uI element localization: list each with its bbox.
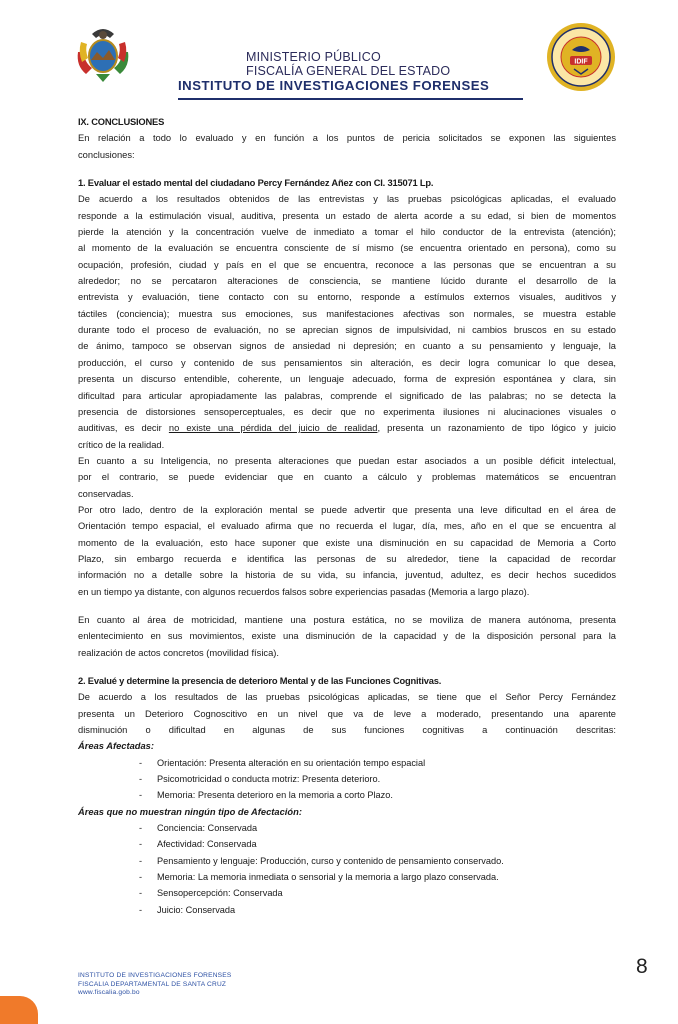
text-line: pierde la atención y la concentración vuelve de inmediato a tomar el hilo conductor de la entrevista (atención);	[78, 227, 616, 238]
text-line: táctiles (conciencia); muestra sus emociones, sus manifestaciones afectivas son normales, se muestra estable	[78, 308, 616, 319]
list-item: - Psicomotricidad o conducta motriz: Presenta deterioro.	[139, 771, 616, 787]
section-intro-line: conclusiones:	[78, 149, 135, 160]
text-line: presenta un Deterioro Cognoscitivo en un nivel que va de leve a moderado, presentando una aparente	[78, 708, 616, 719]
text-line: en un tiempo ya distante, con algunos recuerdos falsos sobre experiencias pasadas (Memoria a largo plazo).	[78, 586, 530, 597]
text-line: Orientación tempo espacial, el evaluado afirma que no recuerda el lugar, día, mes, año en el que se encuentra al	[78, 521, 616, 532]
footer-website: www.fiscalia.gob.bo	[78, 989, 140, 997]
text-line: crítico de la realidad.	[78, 439, 165, 450]
unaffected-areas-list	[139, 820, 616, 918]
text-line: información no a detalle sobre la historia de su vida, su infancia, juventud, adultez, es decir hechos sucedidos	[78, 570, 616, 581]
text-line: realización de actos concretos (movilidad física).	[78, 647, 279, 658]
text-line: dificultad para articular apropiadamente las palabras, comprende el significado de las palabras; no se detecta la	[78, 390, 616, 401]
header-text	[178, 50, 538, 94]
text-line: En cuanto a su Inteligencia, no presenta alteraciones que puedan estar asociados a un posible déficit intelectual,	[78, 455, 616, 466]
item1-paragraph2	[78, 453, 616, 502]
text-line: disminución o dificultad en algunas de sus funciones cognitivas a continuación descritas:	[78, 725, 616, 736]
text-line: De acuerdo a los resultados de las pruebas psicológicas aplicadas, se tiene que el Señor Percy Fernández	[78, 692, 616, 703]
idif-seal-label: IDIF	[574, 58, 588, 66]
affected-areas-label: Áreas Afectadas:	[78, 741, 154, 752]
bolivia-coat-of-arms-icon	[74, 22, 132, 86]
item1-paragraph4	[78, 612, 616, 661]
unaffected-areas-label: Áreas que no muestran ningún tipo de Afectación:	[78, 806, 302, 817]
text-line: momento de la evaluación, esto hace suponer que existe una disminución en su capacidad de Memoria a Corto	[78, 537, 616, 548]
footer-fiscalia: FISCALIA DEPARTAMENTAL DE SANTA CRUZ	[78, 980, 227, 988]
affected-areas-list	[139, 755, 616, 804]
conclusions-section	[78, 114, 616, 918]
text-line: Por otro lado, dentro de la exploración mental se puede advertir que presenta una leve dificultad en el área de	[78, 504, 616, 515]
section-intro-line: En relación a todo lo evaluado y en función a los puntos de pericia solicitados se exponen las siguientes	[78, 133, 616, 144]
text-line	[78, 420, 616, 436]
text-line: durante todo el proceso de evaluación, no se aprecian signos de impulsividad, ni cambios bruscos en su estado	[78, 325, 616, 336]
header-institute: INSTITUTO DE INVESTIGACIONES FORENSES	[178, 78, 490, 93]
item2-title: 2. Evalué y determine la presencia de deterioro Mental y de las Funciones Cognitivas.	[78, 676, 442, 686]
list-item: - Memoria: Presenta deterioro en la memoria a corto Plazo.	[139, 787, 616, 803]
text-line: conservadas.	[78, 488, 134, 499]
text-line: enlentecimiento en sus movimientos, existe una disminución de la capacidad y de la disposición personal para la	[78, 631, 616, 642]
list-item: - Juicio: Conservada	[139, 902, 616, 918]
list-item: - Sensopercepción: Conservada	[139, 885, 616, 901]
list-item: - Pensamiento y lenguaje: Producción, curso y contenido de pensamiento conservado.	[139, 853, 616, 869]
text-segment: , presenta un razonamiento de tipo lógico y juicio	[377, 423, 616, 434]
page-number: 8	[636, 955, 648, 978]
text-line: ocupación, profesión, ciudad y país en el que se encuentra, reconoce a las personas que se encuentran a su	[78, 259, 616, 270]
text-line: producción, el curso y contenido de sus pensamientos sin alteración, es decir logra comunicar lo que desea,	[78, 357, 616, 368]
header-fiscalia: FISCALÍA GENERAL DEL ESTADO	[246, 64, 451, 78]
list-item: - Afectividad: Conservada	[139, 836, 616, 852]
text-line: alrededor; no se percataron alteraciones de consciencia, se mantiene lúcido durante el desarrollo de la	[78, 276, 616, 287]
text-line: De acuerdo a los resultados obtenidos de las entrevistas y las pruebas psicológicas aplicadas, el evaluado	[78, 194, 616, 205]
list-item: - Conciencia: Conservada	[139, 820, 616, 836]
text-segment: auditivas, es decir	[78, 423, 169, 434]
header-ministry: MINISTERIO PÚBLICO	[246, 50, 381, 64]
text-line: presenta un discurso entendible, coherente, un lenguaje adecuado, forma de expresión espontánea y clara, sin	[78, 374, 616, 385]
text-line: de ánimo, tampoco se observan signos de ansiedad ni depresión; en cuanto a su pensamiento y lenguaje, la	[78, 341, 616, 352]
idif-seal-icon	[546, 22, 616, 92]
page-footer	[78, 972, 378, 998]
corner-decoration	[0, 996, 38, 1024]
list-item: - Orientación: Presenta alteración en su orientación tempo espacial	[139, 755, 616, 771]
text-line: al momento de la evaluación se encuentra consciente de sí mismo (se encuentra orientado en persona), como su	[78, 243, 616, 254]
list-item: - Memoria: La memoria inmediata o sensorial y la memoria a largo plazo conservada.	[139, 869, 616, 885]
footer-institute: INSTITUTO DE INVESTIGACIONES FORENSES	[78, 972, 232, 979]
section-title: IX. CONCLUSIONES	[78, 117, 165, 127]
text-line: entrevista y evaluación, tiene contacto con su entorno, responde a estímulos externos visuales, auditivos y	[78, 292, 616, 303]
text-line: En cuanto al área de motricidad, mantiene una postura estática, no se moviliza de manera autónoma, presenta	[78, 614, 616, 625]
item1-paragraph3	[78, 502, 616, 600]
item1-paragraph1	[78, 191, 616, 453]
text-line: responde a la estimulación visual, auditiva, presenta un estado de alerta acorde a su edad, si bien de momentos	[78, 210, 616, 221]
header-divider	[178, 98, 523, 100]
underlined-finding: no existe una pérdida del juicio de realidad	[168, 423, 378, 434]
text-line: Plazo, sin embargo recuerda e identifica las personas de su alrededor, tiene la capacidad de recordar	[78, 553, 616, 564]
text-line: por el contrario, se puede evidenciar que en cuanto a cálculo y problemas matemáticos se encuentran	[78, 472, 616, 483]
text-line: presencia de distorsiones sensoperceptuales, es decir que no experimenta ilusiones ni alucinaciones visuales o	[78, 406, 616, 417]
item1-title: 1. Evaluar el estado mental del ciudadano Percy Fernández Añez con CI. 315071 Lp.	[78, 178, 434, 189]
item2-paragraph1	[78, 689, 616, 738]
